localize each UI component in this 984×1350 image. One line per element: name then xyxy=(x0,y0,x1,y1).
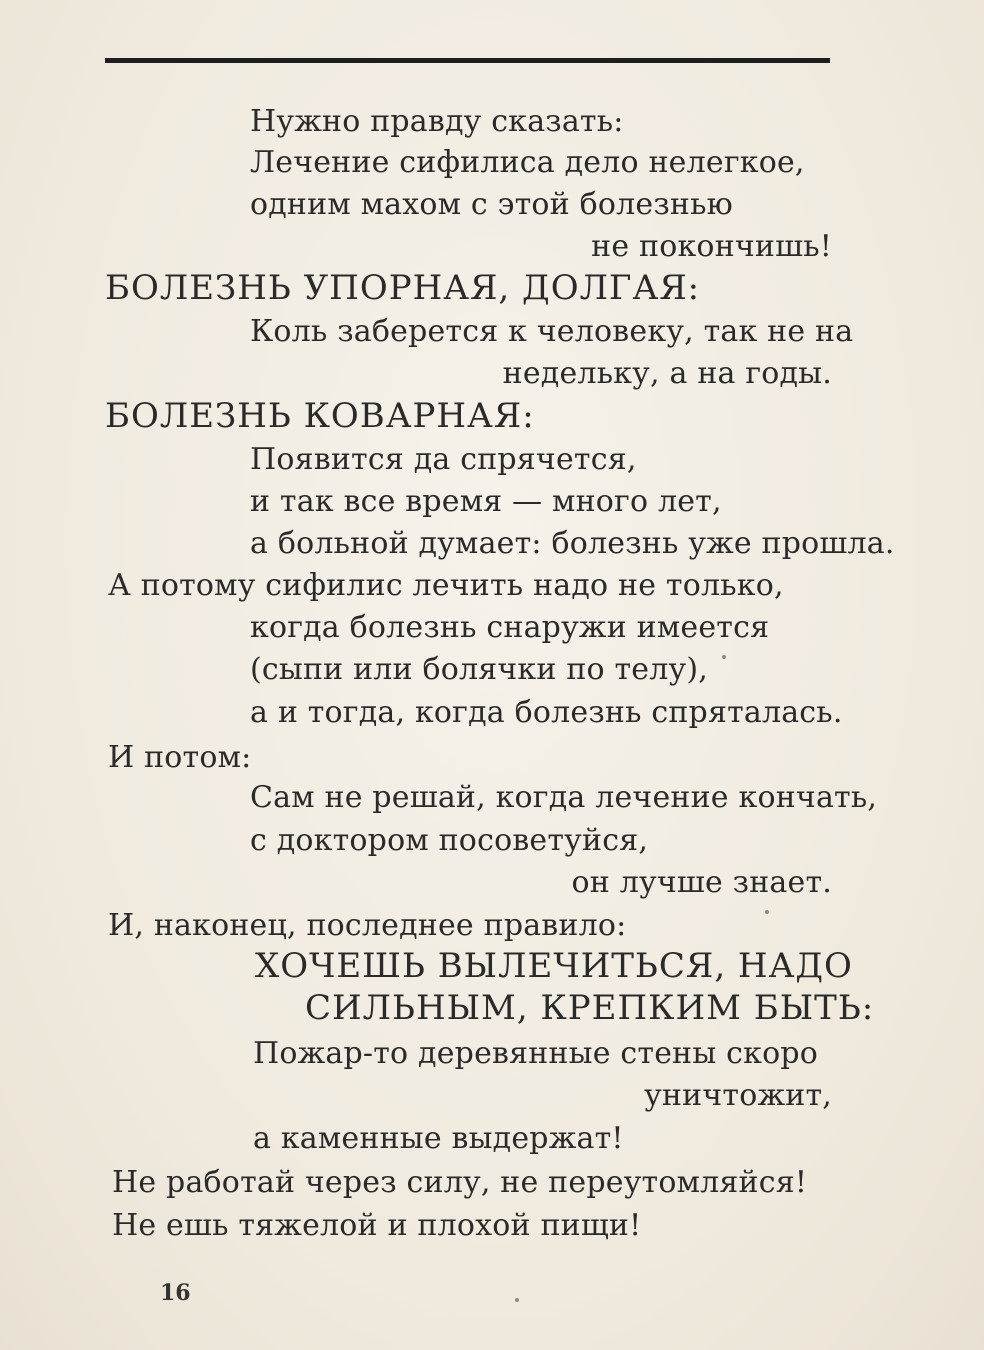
text-line-10: и так все время — много лет, xyxy=(250,484,722,519)
text-line-16: И потом: xyxy=(108,740,252,775)
text-line-17: Сам не решай, когда лечение кончать, xyxy=(250,780,878,815)
text-line-26: Не работай через силу, не переутомляйся! xyxy=(112,1165,808,1200)
text-line-18: с доктором посоветуйся, xyxy=(250,823,649,858)
text-line-20: И, наконец, последнее правило: xyxy=(108,908,627,943)
text-line-19: он лучше знает. xyxy=(571,865,832,900)
heading-be-strong-line-1: ХОЧЕШЬ ВЫЛЕЧИТЬСЯ, НАДО xyxy=(255,946,853,986)
text-line-15: а и тогда, когда болезнь спряталась. xyxy=(250,695,843,730)
text-line-2: Лечение сифилиса дело нелегкое, xyxy=(250,145,805,180)
text-line-6: Коль заберется к человеку, так не на xyxy=(250,314,854,349)
paper-speck xyxy=(515,1298,519,1302)
paper-speck xyxy=(722,655,726,659)
text-line-1: Нужно правду сказать: xyxy=(250,104,624,139)
text-line-24: уничтожит, xyxy=(644,1078,832,1113)
text-line-11: а больной думает: болезнь уже прошла. xyxy=(250,526,895,561)
text-line-13: когда болезнь снаружи имеется xyxy=(250,610,770,645)
header-rule xyxy=(105,58,830,63)
text-line-25: а каменные выдержат! xyxy=(253,1121,624,1156)
text-line-7: недельку, а на годы. xyxy=(502,356,832,391)
heading-stubborn-disease: БОЛЕЗНЬ УПОРНАЯ, ДОЛГАЯ: xyxy=(105,268,701,308)
paper-speck xyxy=(765,910,769,914)
text-line-4: не покончишь! xyxy=(591,229,832,264)
text-line-27: Не ешь тяжелой и плохой пищи! xyxy=(112,1208,642,1243)
text-line-23: Пожар-то деревянные стены скоро xyxy=(253,1036,819,1071)
heading-be-strong-line-2: СИЛЬНЫМ, КРЕПКИМ БЫТЬ: xyxy=(305,988,875,1028)
heading-insidious-disease: БОЛЕЗНЬ КОВАРНАЯ: xyxy=(105,396,535,436)
text-line-9: Появится да спрячется, xyxy=(250,442,637,477)
text-line-14: (сыпи или болячки по телу), xyxy=(250,652,709,687)
text-line-12: А потому сифилис лечить надо не только, xyxy=(108,568,784,603)
text-line-3: одним махом с этой болезнью xyxy=(250,187,733,222)
page-number: 16 xyxy=(160,1280,191,1306)
